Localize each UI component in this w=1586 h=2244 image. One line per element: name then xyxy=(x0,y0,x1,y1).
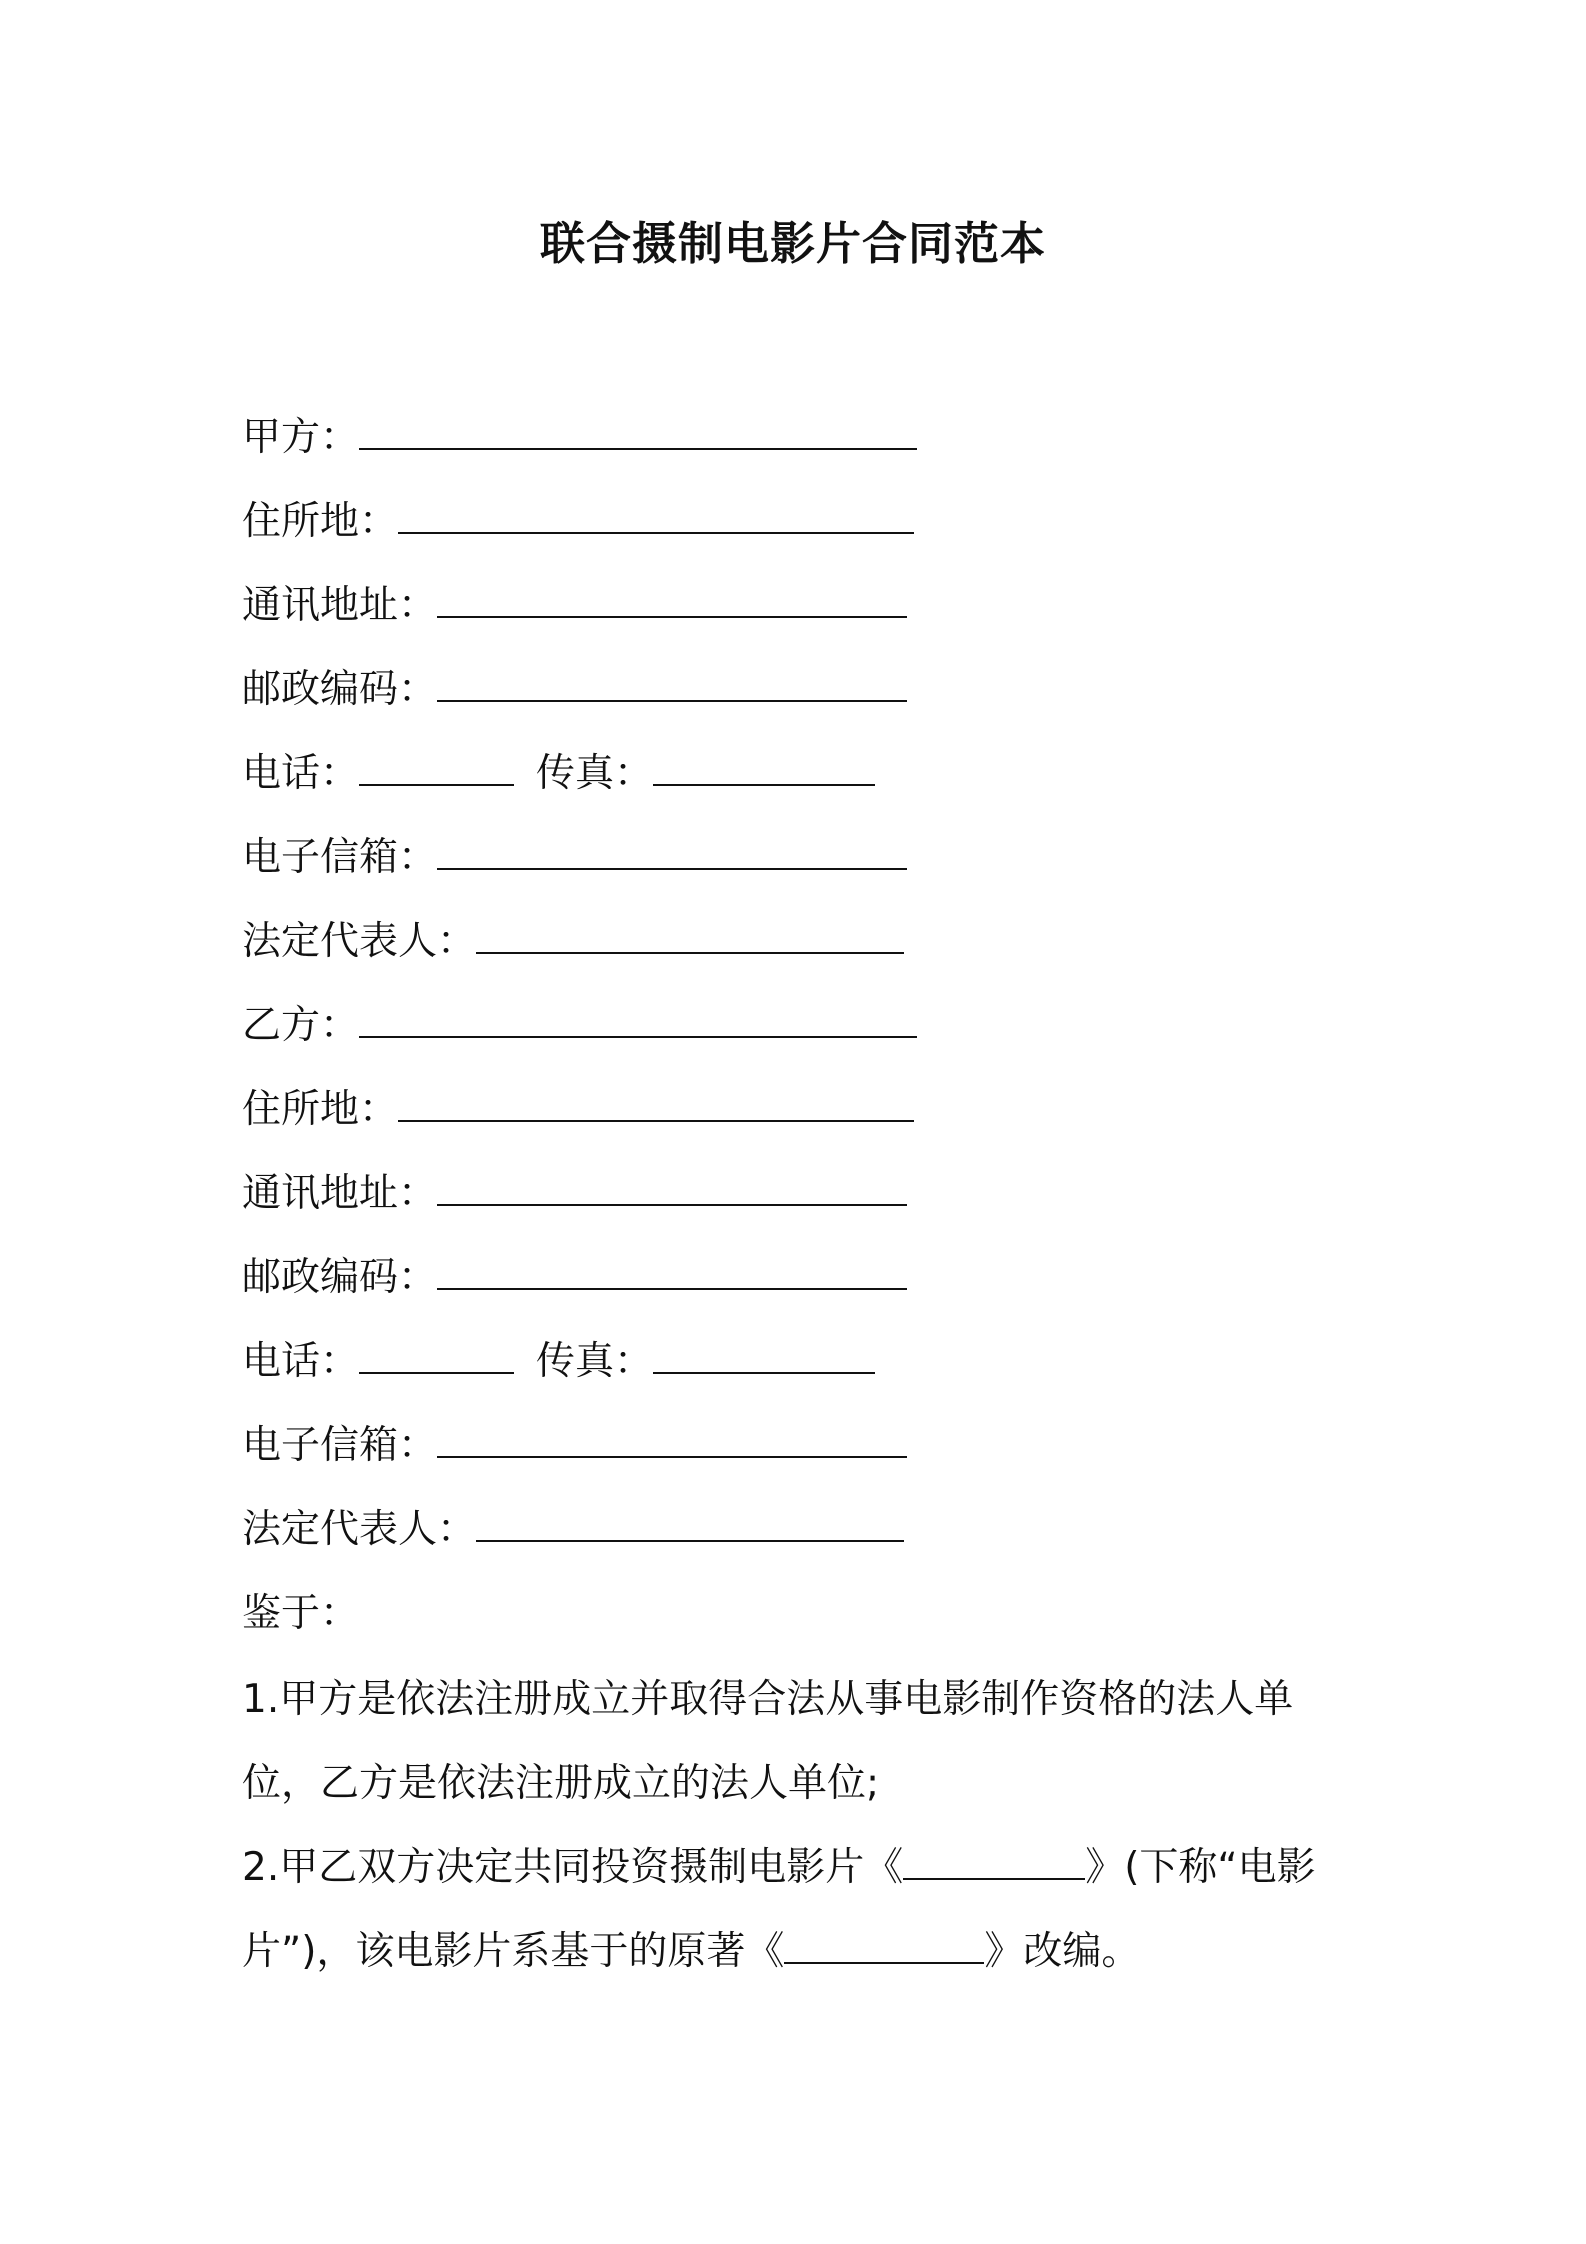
party-a-phone-blank[interactable] xyxy=(359,750,514,786)
party-b-fax-blank[interactable] xyxy=(653,1338,875,1374)
party-a-postal-blank[interactable] xyxy=(437,666,907,702)
party-b-phone-blank[interactable] xyxy=(359,1338,514,1374)
clause-2-text-1: 2.甲乙双方决定共同投资摄制电影片《 xyxy=(242,1845,904,1890)
party-b-rep-line xyxy=(242,1500,904,1560)
clause-1: 1.甲方是依法注册成立并取得合法从事电影制作资格的法人单位，乙方是依法注册成立的法人单位; xyxy=(242,1677,1294,1806)
party-a-fax-blank[interactable] xyxy=(653,750,875,786)
party-a-email-blank[interactable] xyxy=(437,834,907,870)
party-b-phone-fax-line xyxy=(242,1332,875,1392)
party-a-address-label: 通讯地址： xyxy=(242,583,438,628)
party-a-address-line xyxy=(242,576,907,636)
party-a-phone-label: 电话： xyxy=(242,751,360,796)
film-title-blank[interactable] xyxy=(903,1844,1085,1880)
document-title: 联合摄制电影片合同范本 xyxy=(539,217,1046,270)
party-b-postal-blank[interactable] xyxy=(437,1254,907,1290)
party-b-fax-label: 传真： xyxy=(536,1339,654,1384)
clause-2-text-2: 》(下称“电影片”)，该电影片系基于的原著《 xyxy=(242,1845,1316,1974)
party-a-rep-label: 法定代表人： xyxy=(242,919,477,964)
party-b-postal-label: 邮政编码： xyxy=(242,1255,438,1300)
party-b-address-line xyxy=(242,1164,907,1224)
party-a-residence-line xyxy=(242,492,914,552)
party-a-email-label: 电子信箱： xyxy=(242,835,438,880)
party-a-rep-line xyxy=(242,912,904,972)
party-b-residence-label: 住所地： xyxy=(242,1087,399,1132)
party-b-name-label: 乙方： xyxy=(242,1003,360,1048)
party-b-email-blank[interactable] xyxy=(437,1422,907,1458)
party-a-address-blank[interactable] xyxy=(437,582,907,618)
party-b-residence-blank[interactable] xyxy=(398,1086,914,1122)
original-work-blank[interactable] xyxy=(784,1928,984,1964)
party-b-name-blank[interactable] xyxy=(359,1002,917,1038)
party-a-residence-label: 住所地： xyxy=(242,499,399,544)
party-b-rep-label: 法定代表人： xyxy=(242,1507,477,1552)
party-a-postal-line xyxy=(242,660,907,720)
party-a-email-line xyxy=(242,828,907,888)
whereas-heading: 鉴于： xyxy=(242,1591,360,1636)
party-b-postal-line xyxy=(242,1248,907,1308)
party-a-rep-blank[interactable] xyxy=(476,918,904,954)
party-b-residence-line xyxy=(242,1080,914,1140)
party-a-residence-blank[interactable] xyxy=(398,498,914,534)
party-a-name-line xyxy=(242,408,917,468)
clause-2-text-3: 》改编。 xyxy=(984,1929,1141,1974)
party-a-phone-fax-line xyxy=(242,744,875,804)
party-b-address-label: 通讯地址： xyxy=(242,1171,438,1216)
party-b-name-line xyxy=(242,996,917,1056)
party-a-fax-label: 传真： xyxy=(536,751,654,796)
party-a-name-label: 甲方： xyxy=(242,415,360,460)
clause-2 xyxy=(242,1826,1362,1994)
party-a-name-blank[interactable] xyxy=(359,414,917,450)
party-b-email-label: 电子信箱： xyxy=(242,1423,438,1468)
party-b-rep-blank[interactable] xyxy=(476,1506,904,1542)
party-b-email-line xyxy=(242,1416,907,1476)
party-a-postal-label: 邮政编码： xyxy=(242,667,438,712)
party-b-address-blank[interactable] xyxy=(437,1170,907,1206)
party-b-phone-label: 电话： xyxy=(242,1339,360,1384)
